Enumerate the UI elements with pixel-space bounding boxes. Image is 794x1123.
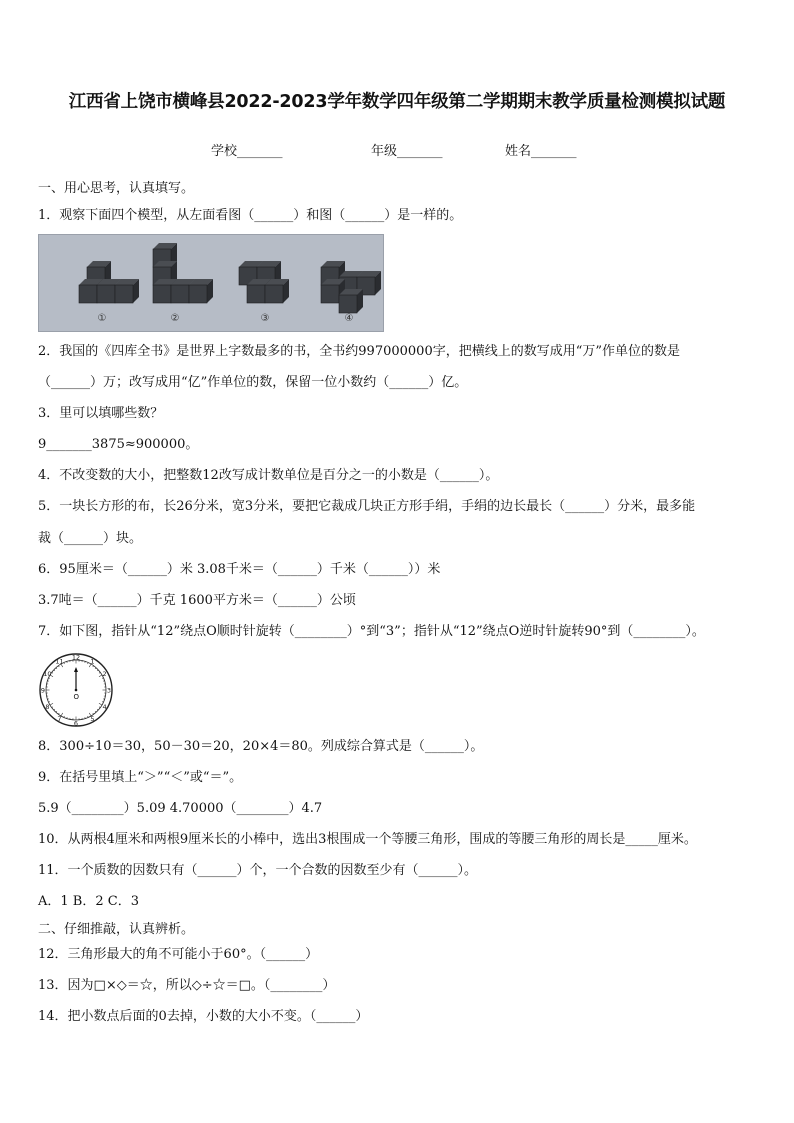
clock-number: 10 <box>43 669 52 678</box>
clock-number: 4 <box>102 702 107 711</box>
question-11-options: A．1 B．2 C．3 <box>38 894 139 909</box>
section-heading-2: 二、仔细推敲，认真辨析。 <box>38 922 195 937</box>
question-9-comparisons: 5.9（________）5.09 4.70000（________）4.7 <box>38 801 323 816</box>
clock-number: 3 <box>106 686 112 695</box>
school-field[interactable]: 学校_______ <box>211 144 283 159</box>
question-12: 12．三角形最大的角不可能小于60°。（______） <box>38 947 319 962</box>
clock-number: 9 <box>40 686 46 695</box>
block-models-drawing <box>39 235 383 331</box>
question-7: 7．如下图，指针从“12”绕点O顺时针旋转（________）°到“3”；指针从“12”绕点O逆时针旋转90°到（________）。 <box>38 624 705 639</box>
question-14: 14．把小数点后面的0去掉，小数的大小不变。（______） <box>38 1009 369 1024</box>
figure-label-1: ① <box>97 313 107 324</box>
figure-label-2: ② <box>170 313 180 324</box>
clock-number: 11 <box>55 657 64 666</box>
model-3 <box>239 261 289 303</box>
clock-center-label: O <box>73 693 80 701</box>
question-3-expression: 9_______3875≈900000。 <box>38 437 199 452</box>
clock-number: 12 <box>71 653 81 662</box>
question-8: 8．300÷10＝30，50－30＝20，20×4＝80。列成综合算式是（______）。 <box>38 739 484 754</box>
figure-label-3: ③ <box>260 313 270 324</box>
question-2-line-1: 2．我国的《四库全书》是世界上字数最多的书，全书约997000000字，把横线上的数写成用“万”作单位的数是 <box>38 344 681 359</box>
clock-number: 8 <box>45 702 50 711</box>
figure-label-4: ④ <box>344 313 354 324</box>
clock-figure <box>38 652 114 728</box>
clock-number: 7 <box>57 714 62 723</box>
question-11: 11．一个质数的因数只有（______）个，一个合数的因数至少有（______）。 <box>38 863 478 878</box>
section-heading-1: 一、用心思考，认真填写。 <box>38 181 195 196</box>
question-9: 9．在括号里填上“＞”“＜”或“＝”。 <box>38 770 243 785</box>
clock-number: 2 <box>102 669 107 678</box>
name-field[interactable]: 姓名_______ <box>505 144 577 159</box>
question-5-line-1: 5．一块长方形的布，长26分米，宽3分米，要把它裁成几块正方形手绢，手绢的边长最长（______）分米，最多能 <box>38 499 696 514</box>
question-3: 3．里可以填哪些数？ <box>38 406 164 421</box>
question-6-line-1: 6．95厘米＝（______）米 3.08千米＝（______）千米（______））米 <box>38 562 441 577</box>
model-4 <box>321 261 381 313</box>
block-models-figure <box>38 234 384 332</box>
clock-number: 6 <box>73 719 79 728</box>
grade-field[interactable]: 年级_______ <box>371 144 443 159</box>
clock-number: 5 <box>90 714 95 723</box>
question-6-line-2: 3.7吨＝（______）千克 1600平方米＝（______）公顷 <box>38 593 356 608</box>
page-title: 江西省上饶市横峰县2022-2023学年数学四年级第二学期期末教学质量检测模拟试题 <box>68 92 726 112</box>
clock-number: 1 <box>90 657 95 666</box>
question-1: 1．观察下面四个模型，从左面看图（______）和图（______）是一样的。 <box>38 208 463 223</box>
question-5-line-2: 裁（______）块。 <box>38 531 143 546</box>
question-13: 13．因为□×◇＝☆，所以◇÷☆＝□。（________） <box>38 978 336 993</box>
clock-center-dot <box>75 689 78 692</box>
clock-drawing <box>38 652 114 728</box>
question-10: 10．从两根4厘米和两根9厘米长的小棒中，选出3根围成一个等腰三角形，围成的等腰三角形的周长是_____厘米。 <box>38 832 697 847</box>
model-2 <box>153 243 213 303</box>
question-4: 4．不改变数的大小，把整数12改写成计数单位是百分之一的小数是（______）。 <box>38 468 499 483</box>
question-2-line-2: （______）万；改写成用“亿”作单位的数，保留一位小数约（______）亿。 <box>38 375 468 390</box>
model-1 <box>79 261 139 303</box>
